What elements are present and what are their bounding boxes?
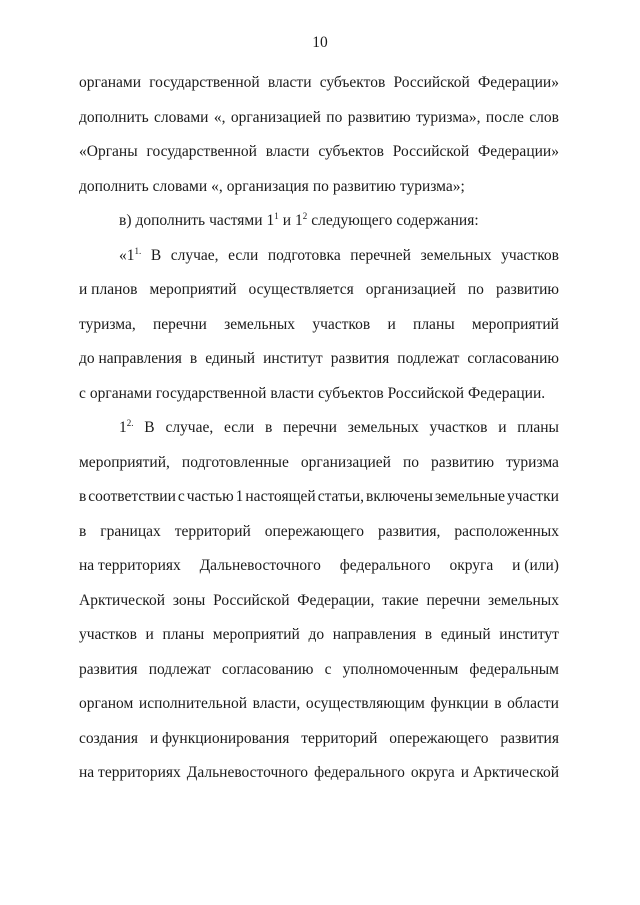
word: с	[324, 660, 332, 678]
superscript: 2	[302, 211, 308, 221]
word: органом	[79, 695, 134, 712]
word: следующего	[311, 212, 393, 229]
word: подлежат	[148, 660, 211, 678]
word: исполнительной	[138, 695, 248, 712]
word: с	[79, 384, 86, 402]
word: словами	[154, 108, 209, 126]
word: государственной	[149, 74, 260, 91]
text-line	[79, 170, 559, 205]
word: в	[79, 488, 87, 505]
word: до	[308, 626, 325, 643]
word: слов	[529, 108, 559, 126]
word: мероприятий	[149, 281, 237, 298]
word: подготовленные	[181, 453, 289, 471]
word: осуществляющим	[305, 695, 425, 712]
word: «,	[211, 177, 223, 195]
word: Федерации»	[478, 143, 559, 160]
word: $1^{2.}$	[119, 418, 134, 436]
word: Российской	[393, 74, 470, 91]
text-line	[79, 273, 559, 308]
word: В	[144, 419, 155, 436]
word: туризма»,	[416, 108, 481, 126]
word: Российской	[213, 591, 290, 609]
word: мероприятий	[212, 626, 300, 643]
word: в	[424, 626, 433, 643]
text-line	[79, 687, 559, 722]
word: участков	[429, 419, 488, 436]
word: частями	[209, 212, 263, 229]
word: подготовка	[267, 246, 341, 264]
word: включены	[366, 488, 433, 505]
document-body	[79, 66, 559, 791]
text-line	[79, 239, 559, 274]
text-line	[79, 722, 559, 757]
word: земельные	[434, 488, 506, 505]
word: округа	[410, 764, 455, 781]
word: осуществляется	[248, 281, 354, 298]
word: если	[224, 419, 255, 436]
word: и (или)	[512, 557, 559, 574]
word: В	[150, 246, 162, 264]
word: федеральным	[469, 660, 559, 678]
word: участков	[501, 246, 559, 264]
word: создания	[79, 729, 138, 747]
word: границах	[100, 522, 161, 540]
word: земельных	[420, 246, 492, 264]
word: территорий	[301, 729, 378, 747]
word: мероприятий,	[79, 453, 170, 471]
word: подлежат	[397, 350, 460, 367]
superscript: 2.	[126, 418, 134, 428]
word: земельных	[347, 419, 419, 436]
word: перечни	[153, 315, 207, 333]
word: по	[312, 177, 329, 195]
word: направления	[332, 626, 417, 643]
word: по	[402, 453, 420, 471]
word: соответствии	[88, 488, 176, 505]
text-line	[79, 756, 559, 791]
word: и функционирования	[149, 729, 290, 747]
word: и планов	[79, 281, 138, 298]
word: в)	[119, 212, 132, 229]
word: статьи,	[317, 488, 365, 505]
word: территорий	[174, 522, 251, 540]
word: и	[498, 419, 507, 436]
word: Российской	[387, 384, 465, 402]
word: до направления	[79, 350, 182, 367]
word: развития,	[377, 522, 441, 540]
text-line	[79, 66, 559, 101]
word: $1^2$	[295, 211, 308, 229]
word: развитию	[332, 177, 396, 195]
word: настоящей	[245, 488, 316, 505]
word: функции	[430, 695, 489, 712]
text-line	[79, 515, 559, 550]
word: и Арктической	[460, 764, 559, 781]
word: планы	[162, 626, 205, 643]
word: дополнить	[135, 212, 206, 229]
word: туризма	[506, 453, 559, 471]
word: участки	[507, 488, 559, 505]
word: субъектов	[318, 143, 384, 160]
word: содержания:	[396, 212, 479, 229]
word: субъектов	[318, 384, 384, 402]
word: «,	[213, 108, 226, 126]
word: и	[387, 315, 396, 333]
word: институт	[263, 350, 323, 367]
word: уполномоченным	[342, 660, 459, 678]
word: федерального	[339, 557, 431, 574]
word: такие	[382, 591, 419, 609]
word: Российской	[392, 143, 470, 160]
word: институт	[499, 626, 559, 643]
word: по	[326, 108, 343, 126]
word: организацией	[365, 281, 456, 298]
word: органами	[89, 384, 152, 402]
word: словами	[152, 177, 208, 195]
word: развитию	[495, 281, 559, 298]
word: после	[485, 108, 524, 126]
word: мероприятий	[471, 315, 559, 333]
word: участков	[312, 315, 371, 333]
text-line	[79, 618, 559, 653]
word: частью	[186, 488, 234, 505]
page-number: 10	[312, 34, 328, 51]
word: власти	[270, 384, 315, 402]
word: развития	[79, 660, 138, 678]
text-line	[79, 584, 559, 619]
text-line	[79, 480, 559, 515]
word: и	[282, 212, 292, 229]
text-line	[79, 101, 559, 136]
word: по	[467, 281, 484, 298]
word: перечни	[283, 419, 337, 436]
word: зоны	[172, 591, 206, 609]
text-line	[79, 549, 559, 584]
word: туризма»;	[399, 177, 465, 195]
word: Дальневосточного	[186, 764, 309, 781]
word: случае,	[165, 419, 214, 436]
text-line	[79, 653, 559, 688]
word: перечни	[426, 591, 481, 609]
word: в	[189, 350, 198, 367]
word: согласованию	[467, 350, 559, 367]
word: на территориях	[79, 557, 181, 574]
word: дополнить	[79, 108, 149, 126]
word: развития	[330, 350, 390, 367]
word: в	[494, 695, 502, 712]
word: Арктической	[79, 591, 166, 609]
word: «Органы	[79, 143, 138, 160]
word: Федерации,	[297, 591, 375, 609]
text-line	[79, 411, 559, 446]
word: расположенных	[454, 522, 559, 540]
word: Дальневосточного	[199, 557, 321, 574]
word: власти,	[252, 695, 301, 712]
word: туризма,	[79, 315, 136, 333]
word: государственной	[146, 143, 257, 160]
word: единый	[205, 350, 256, 367]
word: развитию	[347, 108, 411, 126]
superscript: 1	[274, 211, 279, 221]
word: опережающего	[389, 729, 489, 747]
word: федерального	[314, 764, 405, 781]
text-line	[79, 446, 559, 481]
word: области	[507, 695, 559, 712]
word: организацией	[230, 108, 321, 126]
word: с	[177, 488, 185, 505]
word: развитию	[431, 453, 495, 471]
word: государственной	[155, 384, 267, 402]
word: земельных	[488, 591, 559, 609]
word: развития	[500, 729, 559, 747]
word: округа	[449, 557, 494, 574]
word: субъектов	[319, 74, 386, 91]
word: на территориях	[79, 764, 181, 781]
word: $1^1$	[266, 211, 279, 229]
text-line	[79, 342, 559, 377]
word: Федерации.	[468, 384, 546, 402]
word: и	[145, 626, 154, 643]
word: «$1^{1.}$	[119, 245, 142, 264]
word: власти	[267, 74, 312, 91]
word: организация	[226, 177, 309, 195]
word: единый	[440, 626, 491, 643]
word: власти	[265, 143, 310, 160]
text-line	[79, 377, 559, 412]
word: земельных	[224, 315, 296, 333]
word: планы	[517, 419, 559, 436]
word: опережающего	[264, 522, 365, 540]
word: дополнить	[79, 177, 149, 195]
superscript: 1.	[134, 245, 142, 256]
word: согласованию	[221, 660, 314, 678]
text-line	[79, 135, 559, 170]
word: участков	[79, 626, 137, 643]
word: в	[265, 419, 273, 436]
word: случае,	[170, 246, 219, 264]
text-line	[79, 308, 559, 343]
word: в	[79, 522, 87, 540]
word: планы	[413, 315, 455, 333]
word: организацией	[300, 453, 391, 471]
word: Федерации»	[478, 74, 559, 91]
word: органами	[79, 74, 142, 91]
word: 1	[235, 488, 244, 505]
text-line	[79, 204, 559, 239]
word: перечней	[350, 246, 411, 264]
word: если	[228, 246, 259, 264]
